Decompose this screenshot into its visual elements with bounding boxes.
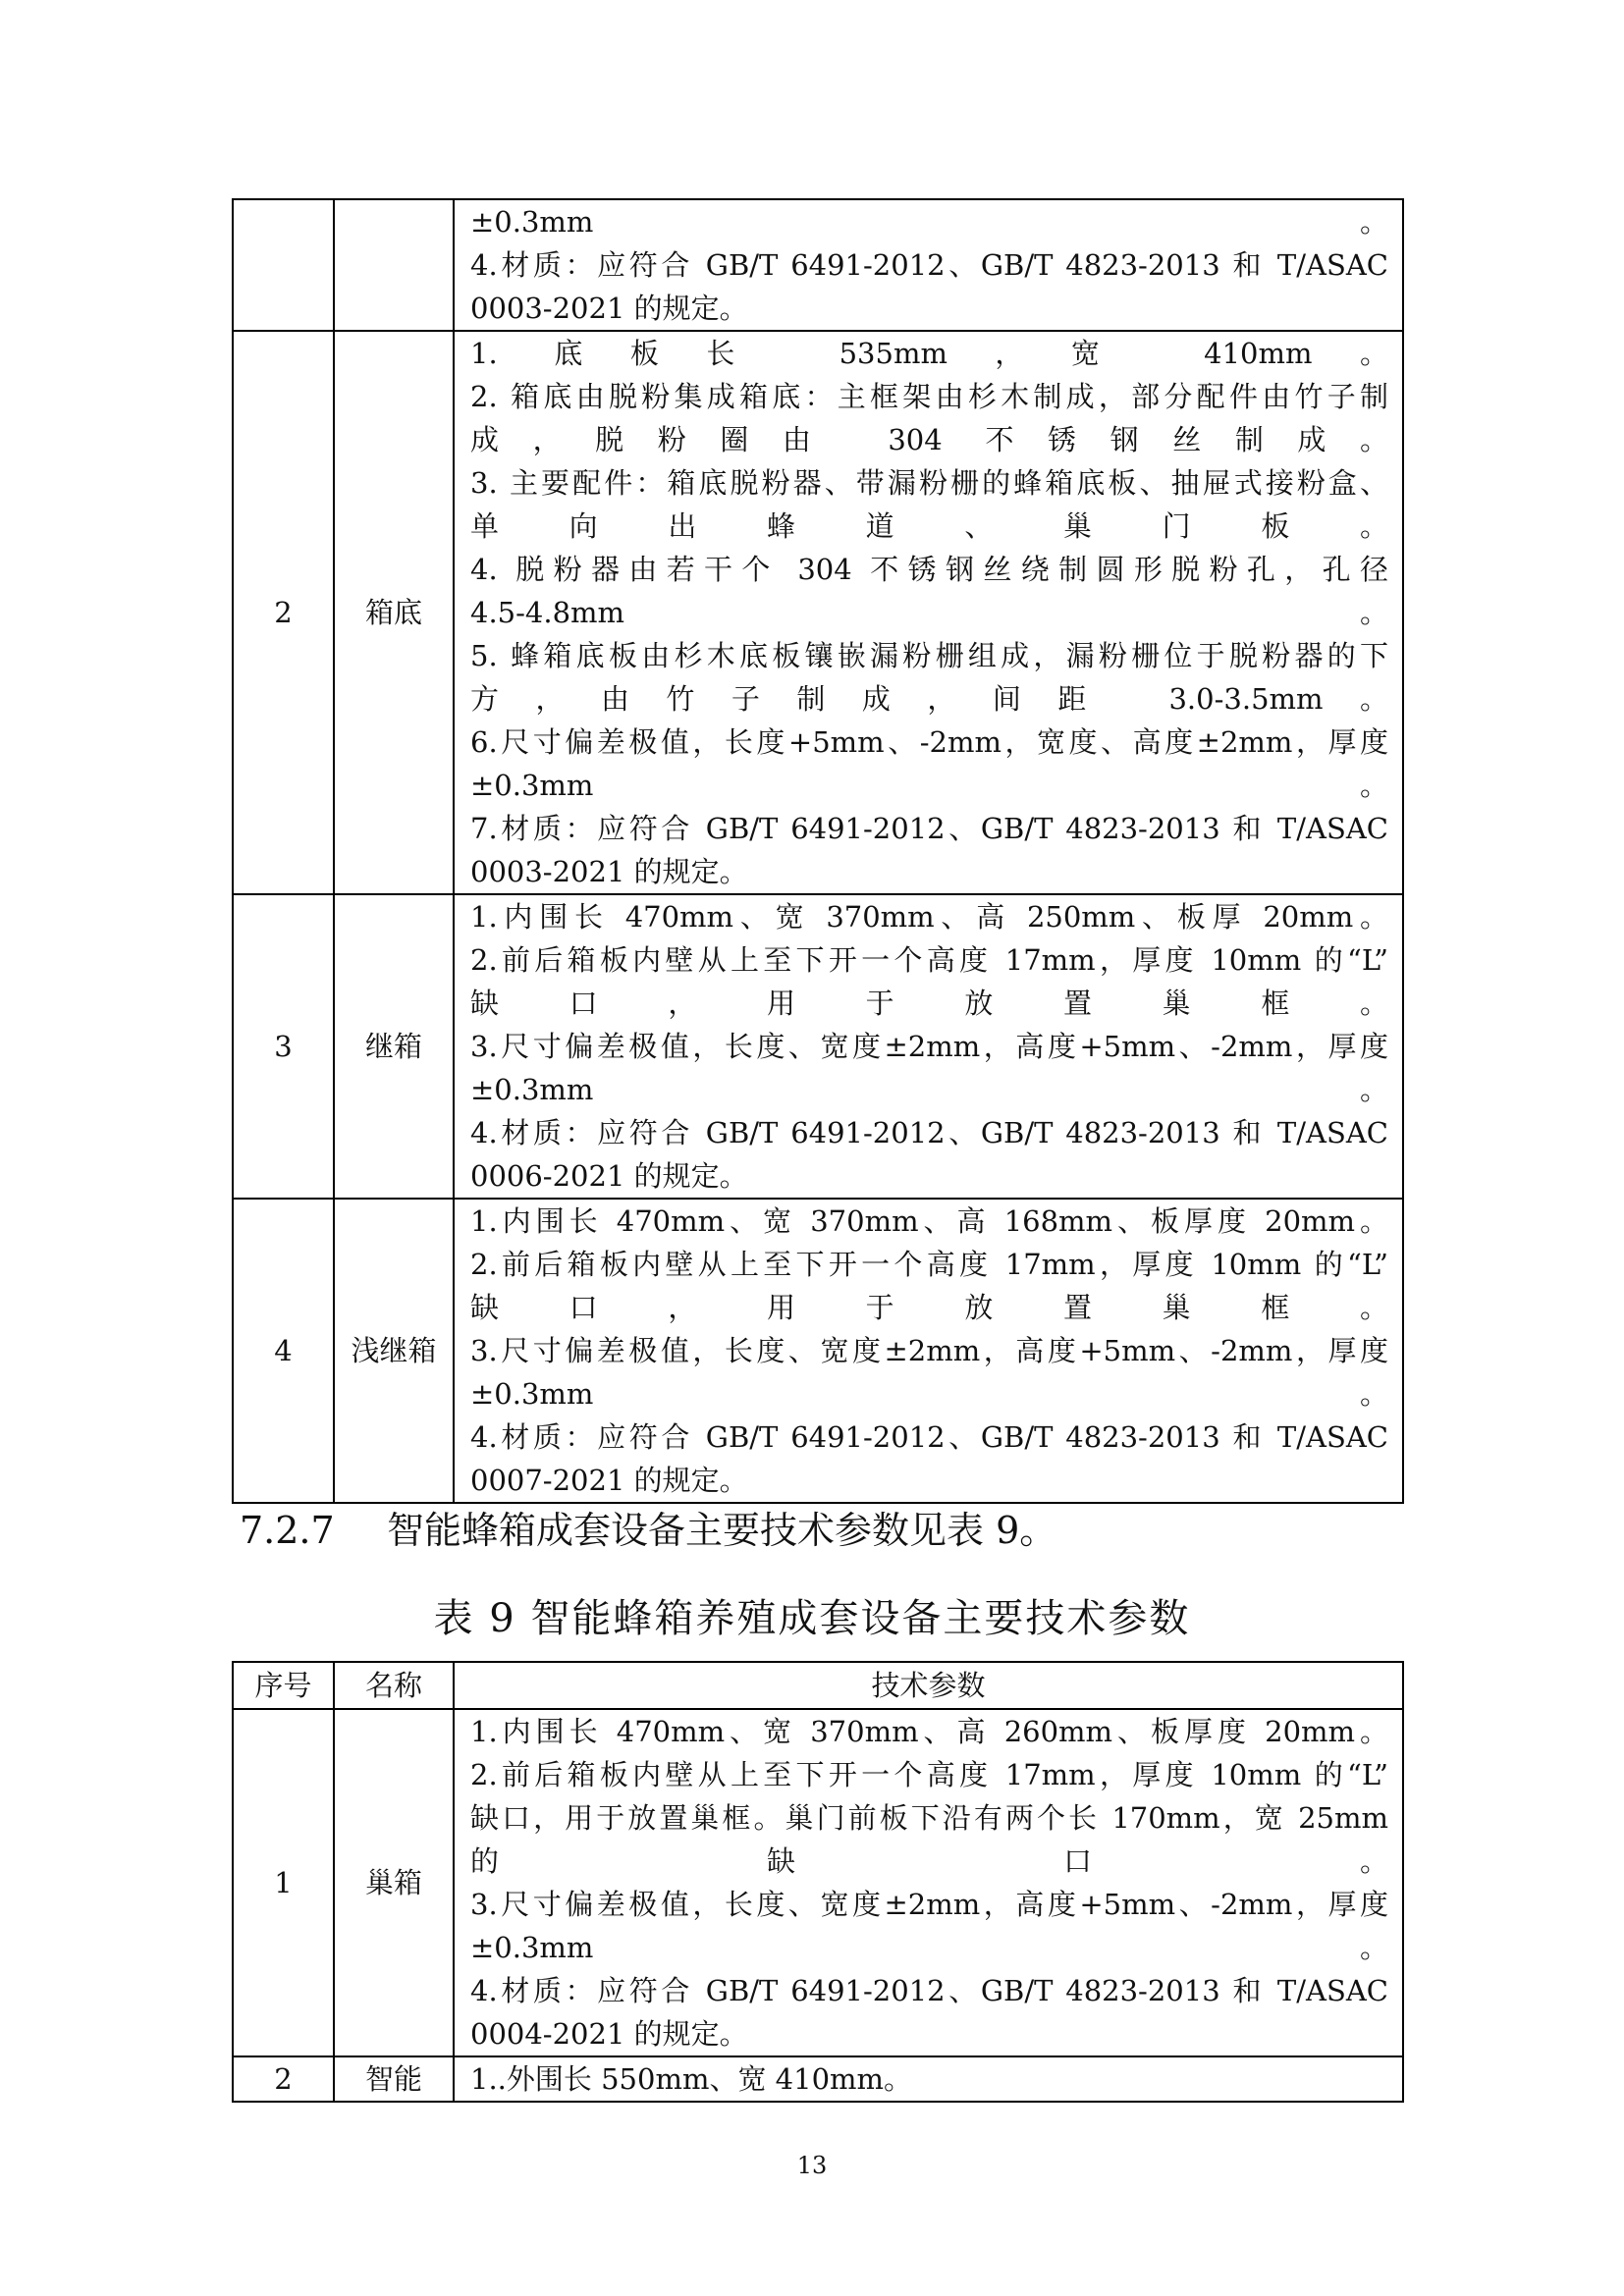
spec-table-continued <box>232 198 1404 1504</box>
param-line: 0004-2021 的规定。 <box>470 2017 748 2051</box>
param-line: 3. 主要配件：箱底脱粉器、带漏粉栅的蜂箱底板、抽屉式接粉盒、 <box>470 466 1388 500</box>
param-line: 方，由竹子制成，间距 3.0-3.5mm。 <box>470 682 1388 716</box>
param-line: 单向出蜂道、巢门板。 <box>470 509 1388 543</box>
row-name-cell: 智能 <box>334 2056 454 2102</box>
header-cell-name: 名称 <box>334 1662 454 1709</box>
table-row <box>233 894 1403 1199</box>
param-line: 2.前后箱板内壁从上至下开一个高度 17mm，厚度 10mm 的“L” <box>470 1758 1388 1791</box>
section-text: 智能蜂箱成套设备主要技术参数见表 9。 <box>387 1509 1057 1552</box>
table-header-row <box>233 1662 1403 1709</box>
row-params-cell <box>454 2056 1403 2102</box>
row-params-cell <box>454 894 1403 1199</box>
param-line: 0007-2021 的规定。 <box>470 1464 748 1497</box>
param-line: 缺口，用于放置巢框。巢门前板下沿有两个长 170mm，宽 25mm <box>470 1801 1388 1835</box>
row-name-cell: 浅继箱 <box>334 1199 454 1503</box>
spec-table-continued-body <box>233 199 1403 1503</box>
param-line: 0003-2021 的规定。 <box>470 855 748 888</box>
table-9 <box>232 1661 1404 2103</box>
param-line: ±0.3mm。 <box>470 1931 1388 1964</box>
param-line: 1..外围长 550mm、宽 410mm。 <box>470 2062 913 2096</box>
param-line: 0003-2021 的规定。 <box>470 292 748 325</box>
param-line: 1.内围长 470mm、宽 370mm、高 260mm、板厚度 20mm。 <box>470 1715 1388 1748</box>
param-line: 4.材质：应符合 GB/T 6491-2012、GB/T 4823-2013 和 T/ASAC <box>470 1116 1388 1149</box>
param-line: 缺口，用于放置巢框。 <box>470 987 1388 1020</box>
param-line: 1.内围长 470mm、宽 370mm、高 168mm、板厚度 20mm。 <box>470 1204 1388 1238</box>
param-line: 成，脱粉圈由 304 不锈钢丝制成。 <box>470 423 1388 456</box>
param-line: 的缺口。 <box>470 1844 1388 1878</box>
param-line: 1. 底板长 535mm，宽 410mm。 <box>470 337 1388 370</box>
param-line: 4.材质：应符合 GB/T 6491-2012、GB/T 4823-2013 和 T/ASAC <box>470 248 1388 282</box>
table-row <box>233 1199 1403 1503</box>
row-name-cell: 继箱 <box>334 894 454 1199</box>
section-heading <box>240 1505 1056 1556</box>
param-line: 0006-2021 的规定。 <box>470 1159 748 1193</box>
page-number: 13 <box>796 2152 828 2179</box>
param-line: 5. 蜂箱底板由杉木底板镶嵌漏粉栅组成，漏粉栅位于脱粉器的下 <box>470 639 1388 672</box>
param-line: 4.材质：应符合 GB/T 6491-2012、GB/T 4823-2013 和 T/ASAC <box>470 1420 1388 1454</box>
row-params-cell <box>454 199 1403 331</box>
param-line: 3.尺寸偏差极值，长度、宽度±2mm，高度+5mm、-2mm，厚度 <box>470 1030 1388 1063</box>
param-line: 缺口，用于放置巢框。 <box>470 1291 1388 1324</box>
param-line: ±0.3mm。 <box>470 769 1388 802</box>
row-name-cell <box>334 199 454 331</box>
section-number: 7.2.7 <box>240 1509 335 1552</box>
param-line: 1.内围长 470mm、宽 370mm、高 250mm、板厚 20mm。 <box>470 900 1388 934</box>
row-index-cell: 3 <box>233 894 334 1199</box>
header-cell-index: 序号 <box>233 1662 334 1709</box>
table-row <box>233 199 1403 331</box>
table-row <box>233 331 1403 894</box>
param-line: 2. 箱底由脱粉集成箱底：主框架由杉木制成，部分配件由竹子制 <box>470 380 1388 413</box>
row-index-cell <box>233 199 334 331</box>
table-caption: 表 9 智能蜂箱养殖成套设备主要技术参数 <box>433 1596 1191 1641</box>
table-row <box>233 1709 1403 2056</box>
param-line: 2.前后箱板内壁从上至下开一个高度 17mm，厚度 10mm 的“L” <box>470 1248 1388 1281</box>
param-line: ±0.3mm。 <box>470 205 1388 239</box>
row-name-cell: 箱底 <box>334 331 454 894</box>
param-line: 4. 脱粉器由若干个 304 不锈钢丝绕制圆形脱粉孔，孔径 <box>470 553 1388 586</box>
param-line: 4.5-4.8mm。 <box>470 596 1388 629</box>
param-line: 6.尺寸偏差极值，长度+5mm、-2mm，宽度、高度±2mm，厚度 <box>470 725 1388 759</box>
row-index-cell: 2 <box>233 2056 334 2102</box>
param-line: 3.尺寸偏差极值，长度、宽度±2mm，高度+5mm、-2mm，厚度 <box>470 1888 1388 1921</box>
table-9-body <box>233 1709 1403 2102</box>
header-cell-params: 技术参数 <box>454 1662 1403 1709</box>
param-line: ±0.3mm。 <box>470 1377 1388 1411</box>
param-line: 3.尺寸偏差极值，长度、宽度±2mm，高度+5mm、-2mm，厚度 <box>470 1334 1388 1367</box>
param-line: 7.材质：应符合 GB/T 6491-2012、GB/T 4823-2013 和 T/ASAC <box>470 812 1388 845</box>
param-line: 4.材质：应符合 GB/T 6491-2012、GB/T 4823-2013 和 T/ASAC <box>470 1974 1388 2007</box>
param-line: ±0.3mm。 <box>470 1073 1388 1106</box>
row-index-cell: 2 <box>233 331 334 894</box>
row-params-cell <box>454 1199 1403 1503</box>
table-row <box>233 2056 1403 2102</box>
row-params-cell <box>454 331 1403 894</box>
param-line: 2.前后箱板内壁从上至下开一个高度 17mm，厚度 10mm 的“L” <box>470 943 1388 977</box>
row-name-cell: 巢箱 <box>334 1709 454 2056</box>
row-params-cell <box>454 1709 1403 2056</box>
row-index-cell: 1 <box>233 1709 334 2056</box>
row-index-cell: 4 <box>233 1199 334 1503</box>
